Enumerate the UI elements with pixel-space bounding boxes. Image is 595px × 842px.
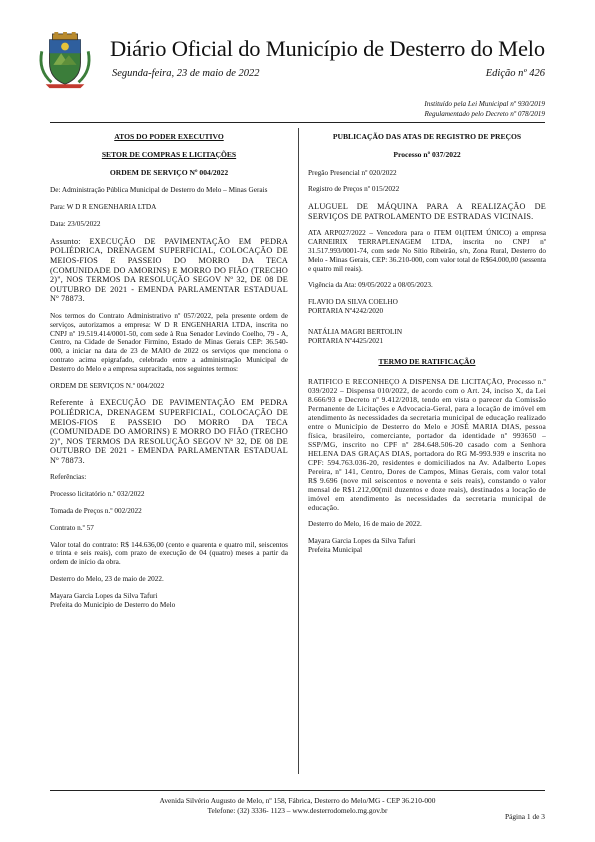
references-label: Referências:	[50, 473, 87, 482]
pregao-number: Pregão Presencial nº 020/2022	[308, 168, 397, 177]
right-column	[308, 133, 546, 555]
newspaper-title: Diário Oficial do Município de Desterro do Melo	[110, 36, 545, 61]
heading-executive-acts: ATOS DO PODER EXECUTIVO	[114, 132, 224, 141]
signer-1-portaria: PORTARIA Nº4242/2020	[308, 307, 384, 316]
order-from: De: Administração Pública Municipal de Desterro do Melo – Minas Gerais	[50, 186, 268, 195]
object-description: ALUGUEL DE MÁQUINA PARA A REALIZAÇÃO DE SERVIÇOS DE PATROLAMENTO DE ESTRADAS VICINAIS.	[308, 202, 546, 221]
issue-date: Segunda-feira, 23 de maio de 2022	[112, 68, 260, 79]
order-line: ORDEM DE SERVIÇOS N.º 004/2022	[50, 381, 165, 390]
registry-number: Registro de Preços nº 015/2022	[308, 185, 400, 194]
footer-contact[interactable]: Telefone: (32) 3336- 1123 – www.desterrodomelo.mg.gov.br	[207, 806, 388, 815]
heading-ratification: TERMO DE RATIFICAÇÃO	[378, 357, 476, 367]
ref-process: Processo licitatório n.º 032/2022	[50, 490, 145, 499]
heading-purchasing: SETOR DE COMPRAS E LICITAÇÕES	[101, 149, 237, 159]
order-to: Para: W D R ENGENHARIA LTDA	[50, 203, 157, 212]
footer-address: Avenida Silvério Augusto de Melo, nº 158, Fábrica, Desterro do Melo/MG - CEP 36.210-000	[159, 796, 436, 805]
ratification-text: RATIFICO E RECONHEÇO A DISPENSA DE LICITAÇÃO, Processo n.º 039/2022 – Dispensa 010/2022, de acordo com o Art. 24, inciso X, da Lei 8.666/93 e Decreto nº 9.412/2018, tendo em vista o parecer da Comissão Permanente de Licitações e Advocacia-Geral, para a locação de imóvel em atendimento às necessidades da secretaria municipal de educação realizado entre o Município de Desterro do Melo e JOSÉ MARIA DIAS, pessoa física, brasileiro, comerciante, portador da identidade nº 993650 – SSP/MG, inscrito no CPF nº 284.648.506-20 casado com a Senhora HELENA DAS GRAÇAS DIAS, portadora do RG M-993.939 e inscrita no CPF: 594.763.036-20, residentes e domiciliados na Av. Adalberto Lopes Pereira, nº 141, Centro, Dores de Campos, Minas Gerais, com valor total R$ 9.696 (nove mil seiscentos e noventa e seis reais), constando o valor mensal de R$1.212,00(mil duzentos e doze reais), destinados a locação de imóvel em atendimento às necessidades da secretaria municipal de educação.	[308, 376, 546, 512]
left-signer-name: Mayara Garcia Lopes da Silva Tafuri	[50, 591, 158, 600]
left-signer-role: Prefeita do Município de Desterro do Melo	[50, 600, 176, 609]
footer	[50, 796, 545, 816]
institution-decree: Regulamentado pelo Decreto nº 078/2019	[424, 110, 545, 118]
order-body: Nos termos do Contrato Administrativo nº 057/2022, pela presente ordem de serviços, autorizamos a empresa: W D R ENGENHARIA LTDA, inscrita no CNPJ nº 19.519.414/0001-50, com sede à Rua Senador Levindo Coelho, 79 - A, Centro, na Cidade de Senador Firmino, Estado de Minas Gerais CEP: 36.540-000, a iniciar na data de 23 de MAIO de 2022 os serviços que menciona o contrato acima epigrafado, celebrado entre a administração Municipal de Desterro do Melo e a empresa supracitada, nos seguintes termos:	[50, 311, 288, 373]
edition-number: Edição nº 426	[485, 68, 545, 79]
institution-note	[424, 99, 545, 119]
order-subject: Assunto: EXECUÇÃO DE PAVIMENTAÇÃO EM PEDRA POLIÉDRICA, DRENAGEM SUPERFICIAL, COLOCAÇÃO DE MEIOS-FIOS E PASSEIO DO MORRO DA TECA (COMUNIDADE DO AMORINS) E MORRO DO FIÃO (TRECHO 2)", NOS TERMOS DA RESOLUÇÃO SEGOV Nº 32, DE 08 DE OUTUBRO DE 2021 - EMENDA PARLAMENTAR ESTADUAL Nº 78873.	[50, 236, 288, 304]
footer-rule	[50, 790, 545, 791]
ref-contract: Contrato n.º 57	[50, 523, 94, 532]
signer-1-name: FLAVIO DA SILVA COELHO	[308, 298, 398, 307]
right-signer-name: Mayara Garcia Lopes da Silva Tafuri	[308, 536, 416, 545]
right-place-date: Desterro do Melo, 16 de maio de 2022.	[308, 519, 422, 528]
signer-2-portaria: PORTARIA Nº4425/2021	[308, 337, 384, 346]
signer-2-name: NATÁLIA MAGRI BERTOLIN	[308, 328, 403, 337]
order-date: Data: 23/05/2022	[50, 219, 101, 228]
right-signer-role: Prefeita Municipal	[308, 545, 363, 554]
coat-of-arms-icon	[36, 32, 94, 90]
left-place-date: Desterro do Melo, 23 de maio de 2022.	[50, 575, 164, 584]
order-reference: Referente à EXECUÇÃO DE PAVIMENTAÇÃO EM PEDRA POLIÉDRICA, DRENAGEM SUPERFICIAL, COLOCAÇÃO DE MEIOS-FIOS E PASSEIO DO MORRO DA TECA (COMUNIDADE DO AMORINS) E MORRO DO FIÃO (TRECHO 2)", NOS TERMOS DA RESOLUÇÃO SEGOV Nº 32, DE 08 DE OUTUBRO DE 2021 - EMENDA PARLAMENTAR ESTADUAL Nº 78873.	[50, 398, 288, 465]
page-number: Página 1 de 3	[504, 812, 545, 821]
column-divider	[298, 128, 299, 774]
left-column	[50, 133, 288, 610]
contract-value: Valor total do contrato: R$ 144.636,00 (cento e quarenta e quatro mil, seiscentos e trinta e seis reais), com prazo de execução de 04 (quatro) meses a partir da ordem de início da obra.	[50, 540, 288, 567]
ata-validity: Vigência da Ata: 09/05/2022 a 08/05/2023.	[308, 281, 433, 290]
institution-law: Instituído pela Lei Municipal nº 930/2019	[424, 100, 545, 108]
process-number: Processo nº 037/2022	[393, 149, 461, 159]
heading-price-registry: PUBLICAÇÃO DAS ATAS DE REGISTRO DE PREÇOS	[332, 132, 522, 141]
heading-service-order: ORDEM DE SERVIÇO Nº 004/2022	[109, 167, 229, 177]
ref-price: Tomada de Preços n.º 002/2022	[50, 507, 142, 516]
header-rule	[50, 122, 545, 123]
ata-text: ATA ARP027/2022 – Vencedora para o ITEM 01(ITEM ÚNICO) a empresa CARNEIRIX TERRAPLENAGEM LTDA, inscrita no CNPJ nº 31.517.993/0001-74, com sede No Sítio Ribeirão, s/n, Zona Rural, Desterro do Melo - Minas Gerais, CEP: 36.210-000, com valor total de R$64.000,00 (sessenta e quatro mil reais).	[308, 229, 546, 273]
